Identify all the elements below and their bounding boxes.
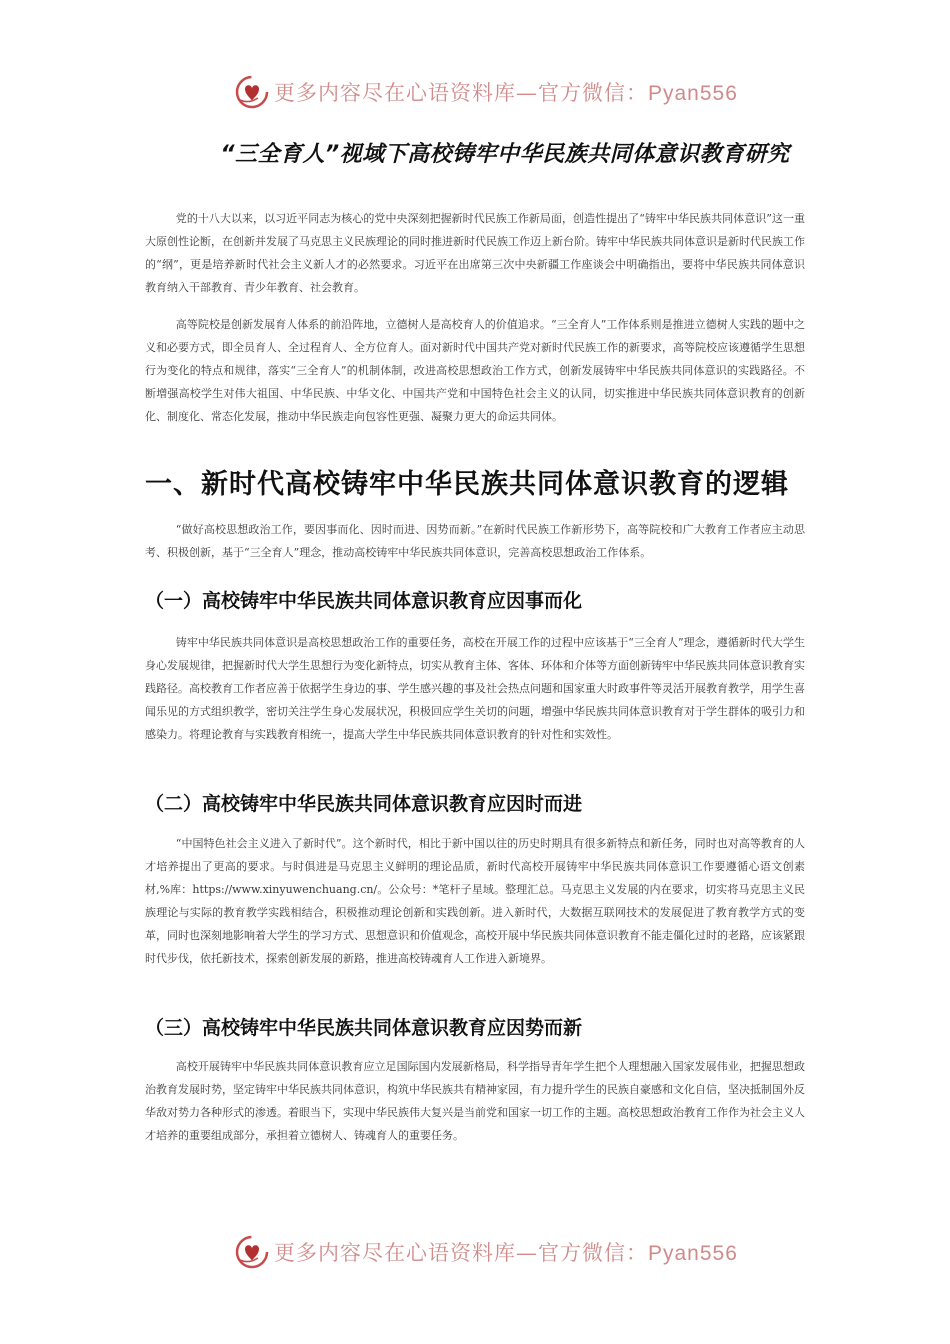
watermark-text: 更多内容尽在心语资料库—官方微信：Pyan556 [274,1241,738,1265]
subsection-1-heading: （一）高校铸牢中华民族共同体意识教育应因事而化 [145,590,583,612]
section-1-heading: 一、新时代高校铸牢中华民族共同体意识教育的逻辑 [145,469,789,500]
subsection-2-paragraph: “中国特色社会主义进入了新时代”。这个新时代，相比于新中国以往的历史时期具有很多新特点和新任务，同时也对高等教育的人才培养提出了更高的要求。与时俱进是马克思主义鲜明的理论品质，新时代高校开展铸牢中华民族共同体意识工作要遵循心语文创素材,%库：https://www.xinyuwenchuang.cn/。公众号：*笔杆子星域。整理汇总。马克思主义发展的内在要求，切实将马克思主义民族理论与实际的教育教学实践相结合，积极推动理论创新和实践创新。进入新时代，大数据互联网技术的发展促进了教育教学方式的变革，同时也深刻地影响着大学生的学习方式、思想意识和价值观念，高校开展中华民族共同体意识教育不能走僵化过时的老路，应该紧跟时代步伐，依托新技术，探索创新发展的新路，推进高校铸魂育人工作进入新境界。 [145,837,805,965]
subsection-1-paragraph: 铸牢中华民族共同体意识是高校思想政治工作的重要任务，高校在开展工作的过程中应该基于“三全育人”理念，遵循新时代大学生身心发展规律，把握新时代大学生思想行为变化新特点，切实从教育主体、客体、环体和介体等方面创新铸牢中华民族共同体意识教育实践路径。高校教育工作者应善于依据学生身边的事、学生感兴趣的事及社会热点问题和国家重大时政事件等灵活开展教育教学，用学生喜闻乐见的方式组织教学，密切关注学生身心发展状况，积极回应学生关切的问题，增强中华民族共同体意识教育对于学生群体的吸引力和感染力。将理论教育与实践教育相统一，提高大学生中华民族共同体意识教育的针对性和实效性。 [145,636,805,741]
subsection-3-paragraph: 高校开展铸牢中华民族共同体意识教育应立足国际国内发展新格局，科学指导青年学生把个人理想融入国家发展伟业，把握思想政治教育发展时势，坚定铸牢中华民族共同体意识，构筑中华民族共有精神家园，有力提升学生的民族自豪感和文化自信，坚决抵制国外反华敌对势力各种形式的渗透。着眼当下，实现中华民族伟大复兴是当前党和国家一切工作的主题。高校思想政治教育工作作为社会主义人才培养的重要组成部分，承担着立德树人、铸魂育人的重要任务。 [145,1060,805,1142]
section-1-intro-paragraph: “做好高校思想政治工作，要因事而化、因时而进、因势而新。”在新时代民族工作新形势下，高等院校和广大教育工作者应主动思考、积极创新，基于“三全育人”理念，推动高校铸牢中华民族共同体意识，完善高校思想政治工作体系。 [145,523,805,559]
document-title: “三全育人”视域下高校铸牢中华民族共同体意识教育研究 [220,142,790,167]
heart-swirl-logo-icon [234,74,270,110]
intro-paragraph-2: 高等院校是创新发展育人体系的前沿阵地，立德树人是高校育人的价值追求。“三全育人”工作体系则是推进立德树人实践的题中之义和必要方式，即全员育人、全过程育人、全方位育人。面对新时代中国共产党对新时代民族工作的新要求，高等院校应该遵循学生思想行为变化的特点和规律，落实“三全育人”的机制体制，改进高校思想政治工作方式，创新发展铸牢中华民族共同体意识的实践路径。不断增强高校学生对伟大祖国、中华民族、中华文化、中国共产党和中国特色社会主义的认同，切实推进中华民族共同体意识教育的创新化、制度化、常态化发展，推动中华民族走向包容性更强、凝聚力更大的命运共同体。 [145,318,805,423]
watermark-text: 更多内容尽在心语资料库—官方微信：Pyan556 [274,81,738,105]
footer-watermark-banner [234,1232,754,1272]
subsection-3-heading: （三）高校铸牢中华民族共同体意识教育应因势而新 [145,1017,583,1039]
intro-paragraph-1: 党的十八大以来，以习近平同志为核心的党中央深刻把握新时代民族工作新局面，创造性提出了“铸牢中华民族共同体意识”这一重大原创性论断，在创新并发展了马克思主义民族理论的同时推进新时代民族工作迈上新台阶。铸牢中华民族共同体意识是新时代民族工作的“纲”，更是培养新时代社会主义新人才的必然要求。习近平在出席第三次中央新疆工作座谈会中明确指出，要将中华民族共同体意识教育纳入干部教育、青少年教育、社会教育。 [145,212,805,294]
heart-swirl-logo-icon [234,1234,270,1270]
header-watermark-banner [234,72,754,112]
subsection-2-heading: （二）高校铸牢中华民族共同体意识教育应因时而进 [145,793,583,815]
